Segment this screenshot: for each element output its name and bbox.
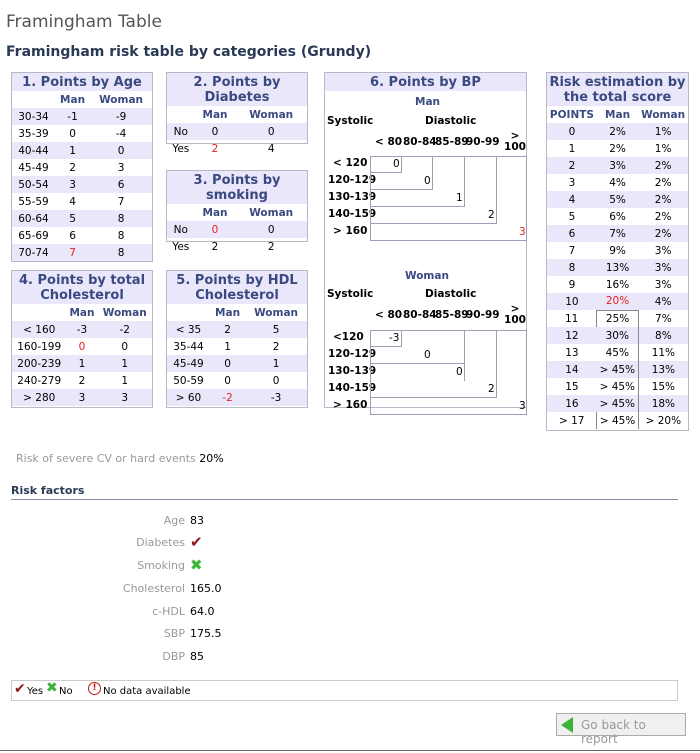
factor-cholesterol: Cholesterol 165.0	[122, 582, 222, 595]
sys-row-label: 130-139	[328, 191, 377, 203]
smoking-points-table: Man Woman No 0 0 Yes 2 2	[167, 204, 307, 255]
table-row: 7 9% 3%	[568, 244, 672, 257]
smoking-panel-header: 3. Points by smoking	[167, 171, 307, 204]
table-row: 40-44 1 0	[12, 142, 152, 159]
factor-smoking: Smoking ✖	[137, 556, 203, 574]
table-row: No 0 0	[167, 123, 307, 140]
bp-woman-value: 2	[488, 383, 495, 395]
table-row: 12 30% 8%	[547, 327, 688, 344]
cross-icon: ✖	[46, 680, 58, 696]
table-row: 60-64 5 8	[12, 210, 152, 227]
risk-estimation-panel	[546, 72, 689, 431]
table-row: > 280 3 3	[12, 389, 152, 406]
legend-no-label: No	[59, 686, 73, 697]
dia-col-label: 90-99	[466, 136, 500, 148]
bp-diastolic-label: Diastolic	[425, 115, 477, 127]
diabetes-panel-header: 2. Points by Diabetes	[167, 73, 307, 106]
highlighted-value: 20%	[597, 293, 638, 310]
bp-woman-step	[370, 330, 465, 381]
factor-hdl: c-HDL 64.0	[152, 605, 215, 618]
risk-table: POINTS Man Woman 0 2% 1% 1 2% 1% 2 3% 2% 3 4% 2% 4 5% 2% 5 6% 2% 6 7% 2% 7 9% 3% 8 13% 3% 9 16% 3% 10 20% 4% 11 25% 7% 12 30% 8% 13 45% 11% 14 > 45% 13% 15 > 45% 15% 16 > 45% 18% > 17 > 45% > 20%	[547, 106, 688, 429]
factor-dbp: DBP 85	[162, 650, 204, 663]
hdl-points-table: Man Woman < 35 2 5 35-44 1 2 45-49 0 1 50-59 0 0 > 60 -2 -3	[167, 304, 307, 406]
go-back-button[interactable]	[556, 713, 686, 746]
age-points-table	[12, 91, 152, 261]
cholesterol-points-panel	[11, 270, 153, 408]
table-row: 50-54 3 6	[12, 176, 152, 193]
highlighted-value: -2	[210, 389, 245, 406]
sys-row-label: > 160	[333, 225, 368, 237]
bp-man-value: 0	[424, 175, 431, 187]
sys-row-label: < 120	[333, 157, 368, 169]
table-row: 50-59 0 0	[173, 374, 280, 387]
bp-woman-value: -3	[389, 332, 400, 344]
points-column-header: POINTS	[549, 108, 594, 121]
factor-sbp: SBP 175.5	[163, 627, 222, 640]
hdl-panel-header: 5. Points by HDL Cholesterol	[167, 271, 307, 304]
factor-age: Age 83	[163, 514, 204, 527]
cross-icon: ✖	[190, 556, 203, 574]
woman-column-header: Woman	[99, 93, 144, 106]
table-row: 35-44 1 2	[173, 340, 280, 353]
smoking-points-panel	[166, 170, 308, 253]
man-column-header: Man	[60, 93, 86, 106]
dia-col-label: 90-99	[466, 309, 500, 321]
bp-man-value: 0	[393, 158, 400, 170]
table-row: 35-39 0 -4	[18, 127, 127, 140]
severe-risk-line	[16, 452, 224, 465]
check-icon: ✔	[190, 533, 203, 551]
bp-systolic-label: Systolic	[327, 115, 374, 127]
table-row: 14 > 45% 13%	[547, 361, 688, 378]
table-row: No 0 0	[167, 221, 307, 238]
bp-man-value-highlighted: 3	[519, 226, 526, 238]
page-title: Framingham Table	[6, 12, 162, 32]
table-row: 6 7% 2%	[547, 225, 688, 242]
table-row: 240-279 2 1	[17, 374, 129, 387]
table-row: 9 16% 3%	[568, 278, 672, 291]
highlighted-value: 0	[78, 340, 86, 353]
table-row: > 60 -2 -3	[167, 389, 307, 406]
bp-woman-value: 0	[456, 366, 463, 378]
legend	[11, 680, 678, 701]
highlighted-value: 0	[195, 221, 236, 238]
dia-col-label: 85-89	[435, 136, 469, 148]
dia-col-label: 80-84	[403, 136, 437, 148]
sys-row-label: 120-129	[328, 348, 377, 360]
table-row: 70-74 7 8	[12, 244, 152, 261]
sys-row-label: <120	[333, 331, 364, 343]
factor-diabetes: Diabetes ✔	[136, 533, 203, 551]
alert-icon: !	[88, 682, 101, 695]
risk-factors-heading: Risk factors	[11, 484, 678, 500]
age-panel-header: 1. Points by Age	[12, 73, 152, 91]
bp-man-step	[370, 156, 497, 224]
table-row: 16 > 45% 18%	[547, 395, 688, 412]
bp-woman-value: 0	[424, 349, 431, 361]
sys-row-label: 120-129	[328, 174, 377, 186]
bp-points-panel	[324, 72, 527, 412]
table-row: Yes 2 4	[167, 140, 307, 157]
cholesterol-points-table: Man Woman < 160 -3 -2 160-199 0 0 200-239 1 1 240-279 2 1 > 280 3 3	[12, 304, 152, 406]
table-row: 200-239 1 1	[12, 355, 152, 372]
severe-risk-value: 20%	[199, 452, 224, 465]
table-row: 5 6% 2%	[568, 210, 672, 223]
table-row: 13 45% 11%	[547, 344, 688, 361]
go-back-label: Go back to report	[581, 718, 646, 746]
table-row: 55-59 4 7	[18, 195, 125, 208]
table-row: Yes 2 2	[172, 240, 275, 253]
cholesterol-panel-header: 4. Points by total Cholesterol	[12, 271, 152, 304]
table-row: 11 25% 7%	[547, 310, 688, 327]
table-row: 45-49 2 3	[18, 161, 125, 174]
dia-col-label: 80-84	[403, 309, 437, 321]
bp-panel-header: 6. Points by BP	[325, 73, 526, 91]
table-row: 10 20% 4%	[547, 293, 688, 310]
table-row: 4 5% 2%	[547, 191, 688, 208]
highlighted-value: 7	[55, 244, 90, 261]
age-points-panel	[11, 72, 153, 262]
footer-divider	[0, 750, 700, 751]
table-row: < 35 2 5	[167, 321, 307, 338]
table-row: 45-49 0 1	[167, 355, 307, 372]
diabetes-points-table: Man Woman No 0 0 Yes 2 4	[167, 106, 307, 157]
table-row: 65-69 6 8	[18, 229, 125, 242]
sys-row-label: 140-159	[328, 382, 377, 394]
table-row: 160-199 0 0	[12, 338, 152, 355]
bp-grids	[325, 91, 526, 425]
legend-nodata-label: No data available	[103, 686, 191, 697]
table-row: 15 > 45% 15%	[547, 378, 688, 395]
table-row: 1 2% 1%	[568, 142, 672, 155]
check-icon: ✔	[14, 681, 26, 697]
table-row: 2 3% 2%	[547, 157, 688, 174]
dia-col-label: > 100	[504, 130, 526, 153]
table-row: 8 13% 3%	[547, 259, 688, 276]
page-subtitle: Framingham risk table by categories (Grundy)	[6, 44, 372, 60]
bp-woman-label: Woman	[405, 270, 449, 282]
risk-panel-header: Risk estimation by the total score	[547, 73, 688, 106]
table-row: 3 4% 2%	[568, 176, 672, 189]
highlighted-value: 2	[211, 142, 219, 155]
hdl-points-panel	[166, 270, 308, 408]
bp-man-label: Man	[415, 96, 441, 108]
table-row: < 160 -3 -2	[12, 321, 152, 338]
sys-row-label: > 160	[333, 399, 368, 411]
table-row: 30-34 -1 -9	[12, 108, 152, 125]
back-arrow-icon	[561, 717, 573, 733]
table-row: 0 2% 1%	[547, 123, 688, 140]
bp-woman-value: 3	[519, 400, 526, 412]
bp-systolic-label: Systolic	[327, 288, 374, 300]
bp-diastolic-label: Diastolic	[425, 288, 477, 300]
severe-risk-label: Risk of severe CV or hard events	[16, 452, 196, 465]
diabetes-points-panel	[166, 72, 308, 155]
dia-col-label: > 100	[504, 303, 526, 326]
table-row: > 17 > 45% > 20%	[547, 412, 688, 429]
bp-man-value: 2	[488, 209, 495, 221]
legend-yes-label: Yes	[27, 686, 44, 697]
dia-col-label: 85-89	[435, 309, 469, 321]
bp-man-value: 1	[456, 192, 463, 204]
dia-col-label: < 80	[375, 309, 403, 321]
dia-col-label: < 80	[375, 136, 403, 148]
sys-row-label: 130-139	[328, 365, 377, 377]
sys-row-label: 140-159	[328, 208, 377, 220]
